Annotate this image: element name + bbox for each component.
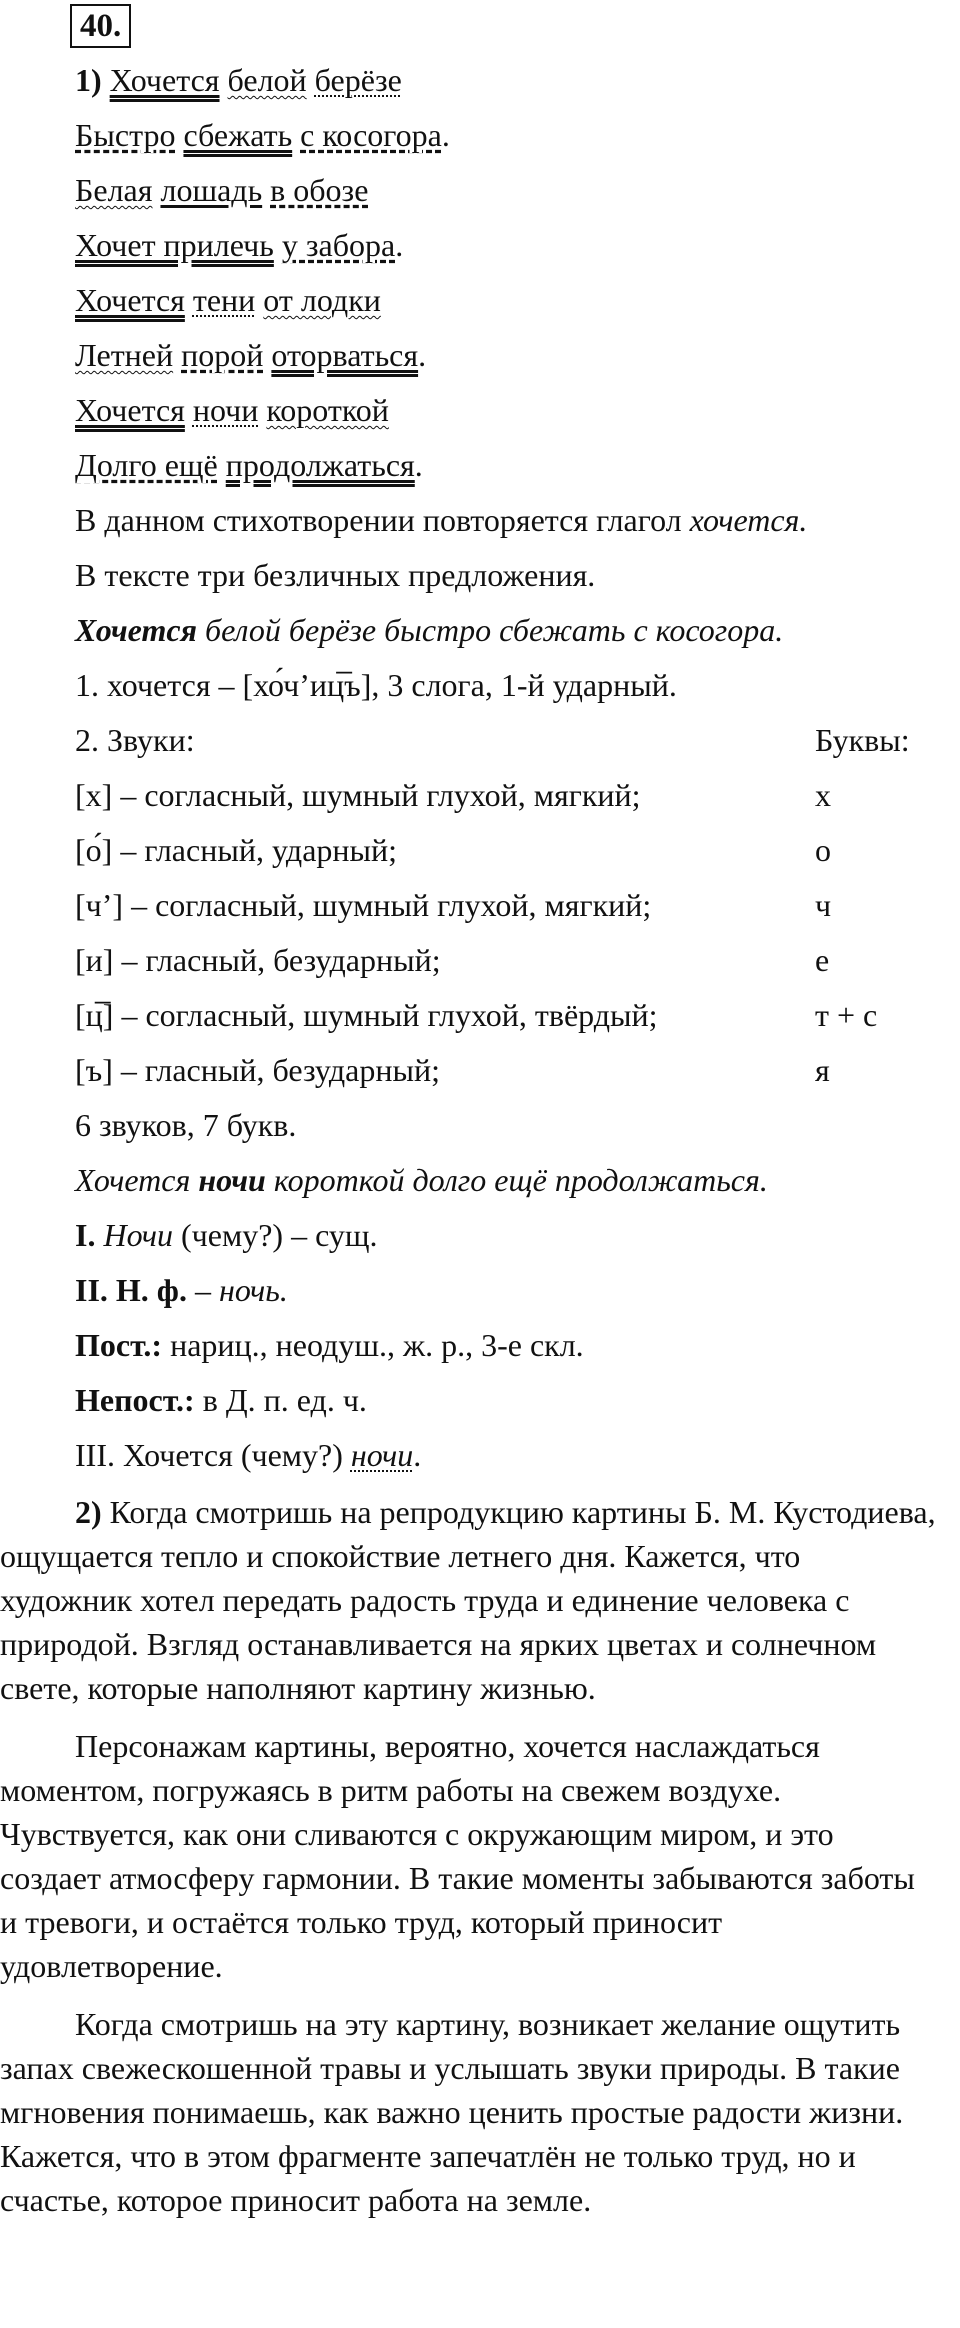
word: лошадь xyxy=(160,172,263,208)
word: белой xyxy=(227,62,307,98)
label: II. Н. ф. xyxy=(75,1272,187,1308)
word: Хочется xyxy=(75,392,185,428)
letter: е xyxy=(815,942,830,978)
text: нариц., неодуш., ж. р., 3-е скл. xyxy=(162,1327,584,1363)
sound-row: [ъ] – гласный, безударный; xyxy=(75,1052,441,1088)
word: Быстро xyxy=(75,117,176,153)
text: в Д. п. ед. ч. xyxy=(194,1382,367,1418)
letter: я xyxy=(815,1052,830,1088)
morph-2 xyxy=(75,1270,288,1310)
word: тени xyxy=(192,282,256,318)
sound-row: [ч’] – согласный, шумный глухой, мягкий; xyxy=(75,887,652,923)
task-number: 40. xyxy=(70,4,131,48)
verb: хочется. xyxy=(689,502,808,538)
punct: . xyxy=(441,117,450,153)
poem-line-8 xyxy=(75,445,423,485)
poem-line-1 xyxy=(75,60,402,100)
poem-line-3 xyxy=(75,170,368,210)
word: с косогора xyxy=(300,117,442,153)
letter: т + с xyxy=(815,997,878,1033)
sentence2 xyxy=(75,1160,768,1200)
sentence1 xyxy=(75,610,783,650)
poem-line-7 xyxy=(75,390,389,430)
text: Когда смотришь на репродукцию картины Б. М. Кустодиева, ощущается тепло и спокойствие летнего дня. Кажется, что художник хотел передать радость труда и единение человека с природой. Взгляд останавливается на ярких цветах и солнечном свете, которые наполняют картину жизнью. xyxy=(0,1494,936,1706)
label: Непост.: xyxy=(75,1382,195,1418)
word: Хочется xyxy=(109,62,220,98)
text: – xyxy=(186,1272,219,1308)
sound-row: [о́] – гласный, ударный; xyxy=(75,832,398,868)
word: Летней xyxy=(75,337,174,373)
punct: . xyxy=(418,337,427,373)
sounds-header xyxy=(75,720,195,760)
part1-label: 1) xyxy=(75,62,102,98)
poem-line-2 xyxy=(75,115,450,155)
bold-word: ночи xyxy=(198,1162,266,1198)
word: берёзе xyxy=(314,62,402,98)
word: сбежать xyxy=(183,117,293,153)
text: (чему?) – сущ. xyxy=(173,1217,378,1253)
word: Хочет прилечь xyxy=(75,227,274,263)
phonetic-line: 1. хочется – [хо́ч’иц̅ъ], 3 слога, 1-й ударный. xyxy=(75,667,677,703)
text: короткой долго ещё продолжаться. xyxy=(265,1162,768,1198)
word: оторваться xyxy=(271,337,419,373)
morph-5 xyxy=(75,1435,421,1475)
word: у забора xyxy=(281,227,396,263)
word: Долго ещё xyxy=(75,447,218,483)
text: III. Хочется (чему?) xyxy=(75,1437,351,1473)
text: белой берёзе быстро сбежать с косогора. xyxy=(197,612,784,648)
letter: х xyxy=(815,777,831,813)
sound-row: [ц̅] – согласный, шумный глухой, твёрдый; xyxy=(75,997,658,1033)
poem-line-5 xyxy=(75,280,381,320)
impersonal-line: В тексте три безличных предложения. xyxy=(75,557,596,593)
sound-row: [х] – согласный, шумный глухой, мягкий; xyxy=(75,777,641,813)
part2-label: 2) xyxy=(75,1494,102,1530)
poem-line-6 xyxy=(75,335,426,375)
repeat-line xyxy=(75,500,807,540)
letter: ч xyxy=(815,887,832,923)
word: ночи xyxy=(192,392,259,428)
word: ночи xyxy=(350,1437,414,1473)
label: Пост.: xyxy=(75,1327,163,1363)
word: короткой xyxy=(266,392,389,428)
word: продолжаться xyxy=(225,447,415,483)
letters-header: Буквы: xyxy=(815,722,910,758)
morph-4 xyxy=(75,1380,367,1420)
word: Ночи xyxy=(103,1217,173,1253)
morph-1 xyxy=(75,1215,377,1255)
sound-row: [и] – гласный, безударный; xyxy=(75,942,441,978)
text: 2. Звуки: xyxy=(75,722,195,758)
word: порой xyxy=(181,337,264,373)
word: Белая xyxy=(75,172,153,208)
essay-paragraph-3: Когда смотришь на эту картину, возникает желание ощутить запах свежескошенной травы и услышать звуки природы. В такие мгновения понимаешь, как важно ценить простые радости жизни. Кажется, что в этом фрагменте запечатлён не только труд, но и счастье, которое приносит работа на земле. xyxy=(0,2006,904,2218)
punct: . xyxy=(414,447,423,483)
morph-3 xyxy=(75,1325,584,1365)
letter: о xyxy=(815,832,831,868)
word: в обозе xyxy=(270,172,369,208)
text: В данном стихотворении повторяется глагол xyxy=(75,502,690,538)
poem-line-4 xyxy=(75,225,403,265)
word: Хочется xyxy=(75,282,185,318)
word: ночь. xyxy=(218,1272,288,1308)
bold-word: Хочется xyxy=(75,612,198,648)
essay xyxy=(0,1490,940,2222)
label: I. xyxy=(75,1217,96,1253)
count-line: 6 звуков, 7 букв. xyxy=(75,1107,297,1143)
punct: . xyxy=(413,1437,422,1473)
punct: . xyxy=(395,227,404,263)
essay-paragraph-1 xyxy=(0,1490,940,1710)
word: от лодки xyxy=(263,282,381,318)
essay-paragraph-2: Персонажам картины, вероятно, хочется наслаждаться моментом, погружаясь в ритм работы на свежем воздухе. Чувствуется, как они сливаются с окружающим миром, и это создает атмосферу гармонии. В такие моменты забываются заботы и тревоги, и остаётся только труд, который приносит удовлетворение. xyxy=(0,1728,915,1984)
text: Хочется xyxy=(75,1162,199,1198)
